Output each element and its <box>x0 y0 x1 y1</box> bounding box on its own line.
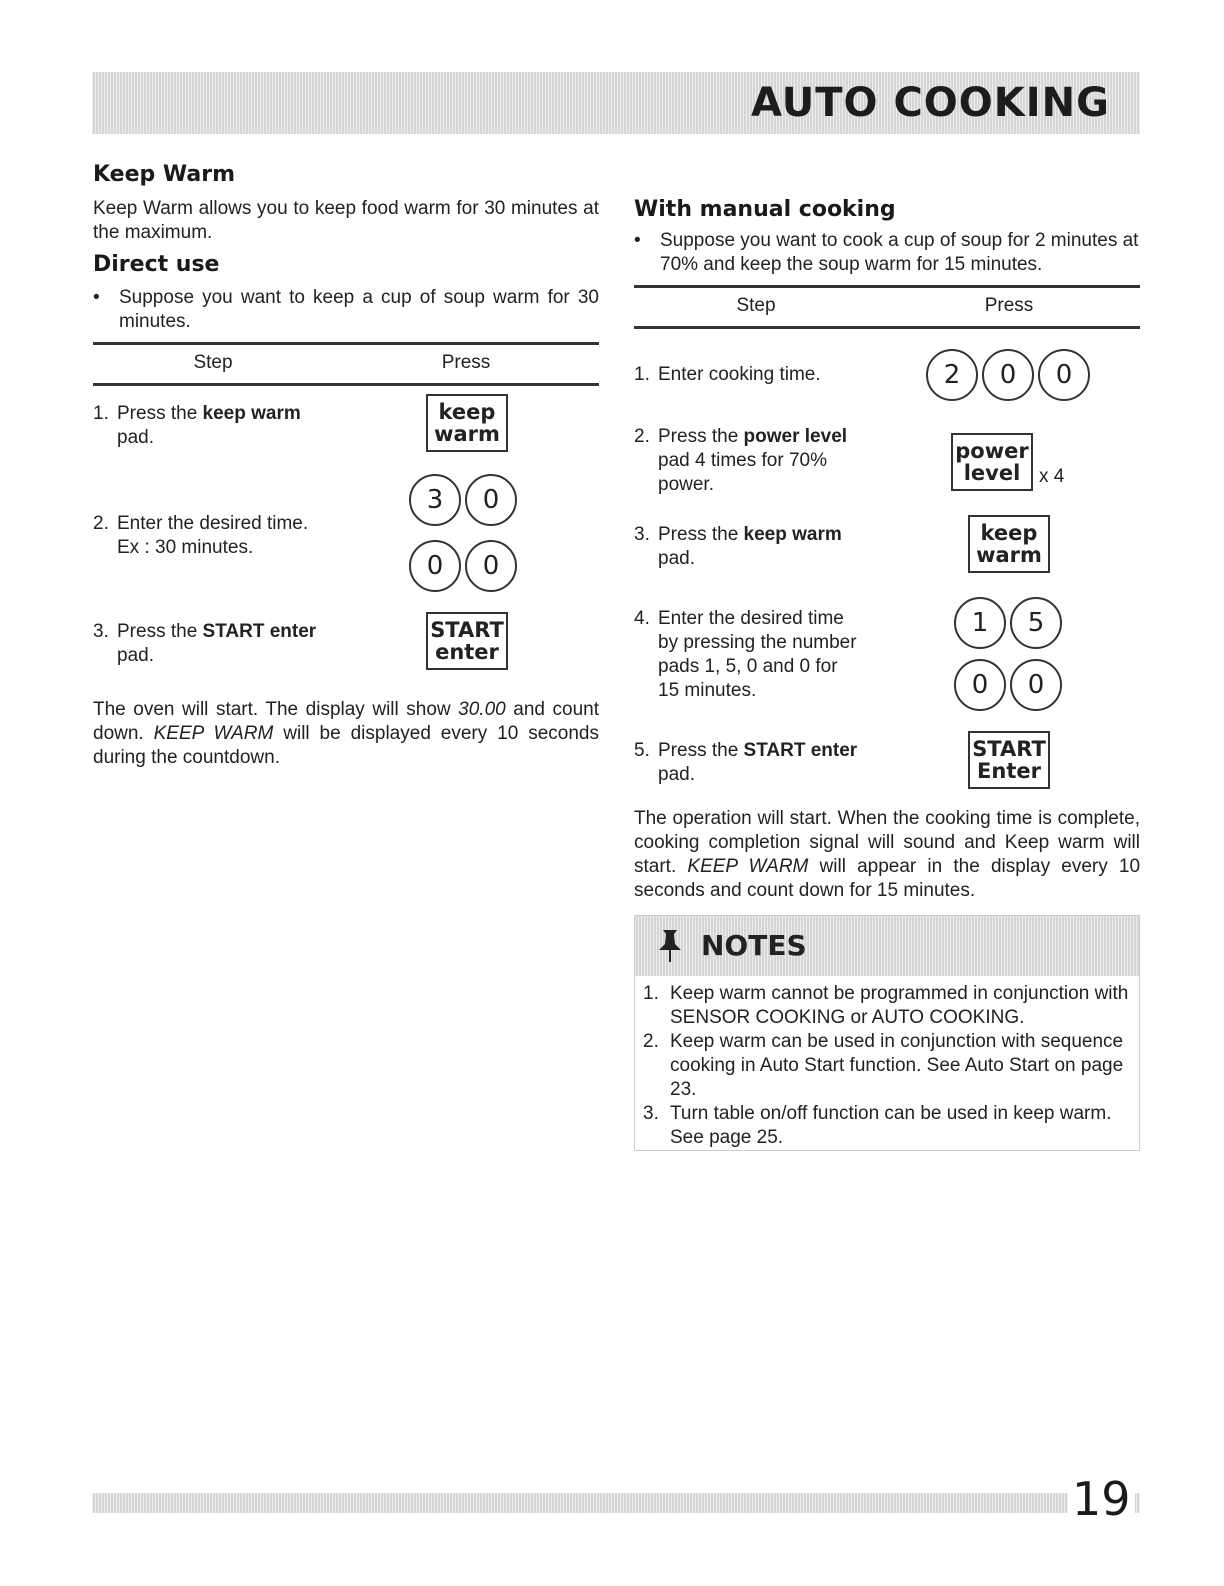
number-key-0[interactable]: 0 <box>1010 659 1062 711</box>
keep-warm-heading: Keep Warm <box>93 162 236 187</box>
bullet-icon: • <box>93 287 100 308</box>
number-key-2[interactable]: 2 <box>926 349 978 401</box>
pad-label: START <box>972 737 1046 761</box>
table-header <box>93 345 599 383</box>
step-number: 1. <box>93 403 109 424</box>
note-number: 2. <box>643 1031 659 1052</box>
bullet-text: Suppose you want to cook a cup of soup for 2 minutes at 70% and keep the soup warm for 15 minutes. <box>660 230 1139 275</box>
result-text: will be displayed every 10 seconds during the countdown. <box>93 723 599 768</box>
step-number: 2. <box>93 513 109 534</box>
step-bold-text: keep warm <box>743 524 842 545</box>
number-keys-row <box>409 474 517 526</box>
step-text: power. <box>658 474 714 495</box>
pad-label: level <box>963 461 1021 485</box>
step-text: Ex : 30 minutes. <box>117 537 254 558</box>
display-value: KEEP WARM <box>153 723 274 744</box>
pad-label: START <box>430 618 504 642</box>
result-text: The operation will start. When the cooking time is complete, cooking completion signal will sound and Keep warm will start. <box>634 808 1140 877</box>
page-number: 19 <box>1068 1471 1135 1527</box>
step-text: Enter the desired time. <box>117 513 309 534</box>
power-level-pad[interactable] <box>951 433 1033 491</box>
number-keys-row <box>926 349 1090 401</box>
pad-label: power <box>955 439 1029 463</box>
bullet-text: Suppose you want to keep a cup of soup warm for 30 minutes. <box>119 287 599 332</box>
step-text: pad. <box>117 427 154 448</box>
step-bold-text: power level <box>743 426 848 447</box>
direct-use-result <box>93 698 599 770</box>
number-keys-row <box>954 659 1062 711</box>
notes-header <box>635 916 1139 976</box>
keep-warm-pad[interactable] <box>426 394 508 452</box>
number-key-0[interactable]: 0 <box>465 540 517 592</box>
note-number: 1. <box>643 983 659 1004</box>
step-column-header: Step <box>193 352 233 373</box>
step-text: pad. <box>658 548 695 569</box>
notes-list <box>643 982 1133 1150</box>
pad-label: enter <box>435 640 499 664</box>
step-text: by pressing the number <box>658 632 857 653</box>
step-text: pad. <box>117 645 154 666</box>
manual-cooking-result <box>634 807 1140 903</box>
number-key-1[interactable]: 1 <box>954 597 1006 649</box>
step-number: 3. <box>634 524 650 545</box>
step-3 <box>93 620 316 668</box>
step-bold-text: keep warm <box>202 403 301 424</box>
step-column-header: Step <box>736 295 776 316</box>
notes-title: NOTES <box>701 929 807 962</box>
pad-label: keep <box>980 521 1038 545</box>
step-bold-text: START enter <box>743 740 858 761</box>
note-number: 3. <box>643 1103 659 1124</box>
step-text: pad. <box>658 764 695 785</box>
table-header <box>634 288 1140 326</box>
step-text: Enter cooking time. <box>658 364 821 385</box>
keep-warm-pad[interactable] <box>968 515 1050 573</box>
pad-label: warm <box>434 422 500 446</box>
step-text: pad 4 times for 70% <box>658 450 827 471</box>
number-key-0[interactable]: 0 <box>1038 349 1090 401</box>
number-key-3[interactable]: 3 <box>409 474 461 526</box>
pad-label: warm <box>976 543 1042 567</box>
keep-warm-section <box>93 160 599 770</box>
manual-cooking-section <box>634 195 1140 903</box>
step-text: Press the <box>658 524 744 545</box>
step-1 <box>634 363 821 387</box>
header-band <box>92 72 1140 134</box>
display-value: 30.00 <box>458 699 506 720</box>
pushpin-icon <box>655 928 685 964</box>
step-text: 15 minutes. <box>658 680 757 701</box>
step-1 <box>93 402 301 450</box>
result-text: will appear in the display every 10 seconds and count down for 15 minutes. <box>634 856 1141 901</box>
result-text: The oven will start. The display will show <box>93 699 459 720</box>
number-key-0[interactable]: 0 <box>409 540 461 592</box>
step-3 <box>634 523 842 571</box>
page-title: AUTO COOKING <box>751 80 1110 126</box>
step-bold-text: START enter <box>202 621 317 642</box>
display-value: KEEP WARM <box>687 856 809 877</box>
press-column-header: Press <box>984 295 1034 316</box>
step-number: 4. <box>634 608 650 629</box>
number-keys-row <box>954 597 1062 649</box>
number-key-0[interactable]: 0 <box>982 349 1034 401</box>
number-key-0[interactable]: 0 <box>954 659 1006 711</box>
start-enter-pad[interactable] <box>426 612 508 670</box>
note-text: Keep warm cannot be programmed in conjunction with SENSOR COOKING or AUTO COOKING. <box>670 983 1129 1028</box>
number-keys-row <box>409 540 517 592</box>
step-text: Press the <box>658 426 744 447</box>
direct-use-heading: Direct use <box>93 252 220 277</box>
pad-label: Enter <box>977 759 1041 783</box>
step-text: Press the <box>658 740 744 761</box>
pad-label: keep <box>438 400 496 424</box>
step-text: pads 1, 5, 0 and 0 for <box>658 656 838 677</box>
direct-use-steps <box>93 386 599 686</box>
note-text: Keep warm can be used in conjunction with sequence cooking in Auto Start function. See Auto Start on page 23. <box>670 1031 1124 1100</box>
notes-box <box>634 915 1140 1151</box>
direct-use-bullet <box>93 286 599 334</box>
result-text: and count down. <box>93 699 599 744</box>
press-column-header: Press <box>441 352 491 373</box>
step-4 <box>634 607 857 703</box>
note-text: Turn table on/off function can be used in keep warm. See page 25. <box>670 1103 1112 1148</box>
note-item <box>643 1102 1133 1150</box>
step-2 <box>634 425 847 497</box>
step-number: 3. <box>93 621 109 642</box>
step-number: 5. <box>634 740 650 761</box>
manual-cooking-heading: With manual cooking <box>634 197 896 222</box>
keep-warm-intro: Keep Warm allows you to keep food warm for 30 minutes at the maximum. <box>93 198 599 243</box>
number-key-0[interactable]: 0 <box>465 474 517 526</box>
note-item <box>643 982 1133 1030</box>
footer-band <box>92 1493 1140 1513</box>
start-enter-pad[interactable] <box>968 731 1050 789</box>
manual-cooking-steps <box>634 329 1140 799</box>
press-count: x 4 <box>1039 466 1065 487</box>
number-key-5[interactable]: 5 <box>1010 597 1062 649</box>
step-2 <box>93 512 308 560</box>
step-text: Enter the desired time <box>658 608 844 629</box>
step-text: Press the <box>117 403 203 424</box>
bullet-icon: • <box>634 230 641 251</box>
step-number: 2. <box>634 426 650 447</box>
step-5 <box>634 739 857 787</box>
step-number: 1. <box>634 364 650 385</box>
step-text: Press the <box>117 621 203 642</box>
manual-cooking-bullet <box>634 229 1140 277</box>
note-item <box>643 1030 1133 1102</box>
